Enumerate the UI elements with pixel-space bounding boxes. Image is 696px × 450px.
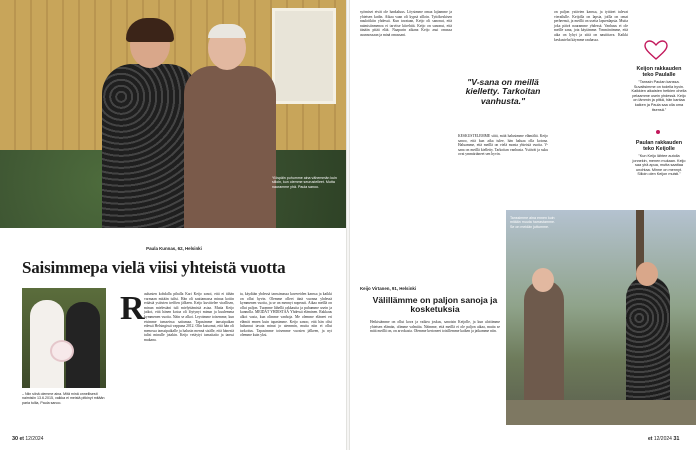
folio-right bbox=[648, 436, 679, 442]
article-column-5: on paljon ystävien kanssa, ja tyttäret tulevat vierailulle. Keijolla on lapsia, joilla on omat perheensä, ja meillä on useita lapsenlapsia. Mutta joka päivä nauramme yhdessä. Vanhuus ei ole meille sana, jota käytämme. Ymmärrämme, että aika on lyhyt ja siitä on nautittava. Kaikki keskustelut käymme rauhassa. bbox=[554, 10, 628, 42]
page-number: 31 bbox=[673, 436, 680, 442]
keijon-heading: Keijon rakkauden teko Paulalle bbox=[636, 66, 682, 78]
dancing-couple-photo bbox=[506, 210, 696, 425]
heart-icon bbox=[644, 40, 668, 60]
folio-left bbox=[12, 436, 43, 442]
page-fold bbox=[346, 0, 350, 450]
magazine-name: et bbox=[19, 436, 24, 442]
paulan-text: "Kun Keijo lähtee autolla jonnekin, menen mukaan. Keijo saa yhä apua, mutta saattaa unohtaa. Minne on mennyt. Silloin olen Keijon muisti." bbox=[632, 154, 686, 177]
section-heading: Välillämme on paljon sanoja ja kosketuksia bbox=[372, 295, 498, 315]
pull-quote: "V-sana on meillä kielletty. Tarkoitan vanhusta." bbox=[465, 77, 541, 106]
article-column-6: Hetkistämme on ollut kova ja vaikea joskus, sanoisin Keijolle, ja kun aloitimme yhteisen elämän, olimme valmiita. Näimme, että meillä ei ole paljon aikaa, mutta se mitä meillä on, on arvokasta. Olemme kertoneet toisillemme kaiken ja jatkamme niin. bbox=[370, 320, 500, 334]
byline-keijo: Keijo Virtanen, 91, Helsinki bbox=[360, 286, 417, 291]
right-page bbox=[348, 0, 696, 450]
article-column-2: ta, käydään yhdessä tanssimassa kavereiden kanssa ja kaikki on ollut hyvin. Olemme olleet tänä vuonna yhdessä kymmenen vuotta, ja se on mennyt nopeasti. Aikaa meillä on ollut paljon. Tuomme lähellä rakkautta ja puhumme usein ja kunnolla. MEIDÄT YHDISTÄÄ Yhdessä eläminen. Rakkaus alkoi vasta, kun olimme vanhoja. Me olemme eläneet eri elämät ennen kuin tapasimme. Keijo sanoo, että hän olisi halunnut tavata minut jo aiemmin, mutta niin ei ollut tarkoitus. Tapasimme toisemme vuosien jälkeen, ja nyt olemme kuin yksi. bbox=[240, 292, 332, 338]
couple-hug-photo bbox=[0, 0, 348, 228]
sidebar-divider bbox=[656, 130, 660, 134]
paulan-heading: Paulan rakkauden teko Keijolle bbox=[635, 140, 683, 152]
article-column-1: auhasten kohdalla pihalla Kari Keijo sanoi, että ei tähän varmaan mitään tulisi. Hän oli saattamassa minua kotiin eräästä ystävien treffien jälkeen. Keijo kuvittelee virallisen, minun mielestäni tuli mielyttämistä asiaa. Mutta Keijo jatkoi, että hänen kotoa oli löytynyt minun ja kuulemma kymmenen vuotta. Näin se alkoi. Leyoimme toisemme, kun etsimme tansseissa sattumaa. Tapasimme tanssipaikan edessä Helsingissä vappuna 2012. Olin katsonut, että hän oli menossa tanssipaikalle ja halusin mennä sisälle, että hänestä tulisi minulle jotakin. Keijo vetäytyi tanssitaito ja tanssi mukana. bbox=[144, 292, 234, 342]
photo-caption: Ylöspäin puhumme aina vähemmän kuin silloin, kun olemme seurustelleet. Mutta nauramme yhä. Paula sanoo. bbox=[272, 176, 337, 189]
magazine-name: et bbox=[648, 436, 653, 442]
byline: Paula Kunnas, 62, Helsinki bbox=[146, 246, 202, 251]
wedding-caption: – Niin siinä olemme aina. Mitä minä onnellisesti naimisiin 13.6.2015, valkka ei meistä pitkinyt mitään paria tullia, Paula sanoo. bbox=[22, 392, 105, 405]
drop-cap: R bbox=[120, 290, 145, 327]
headline: Saisimmepa vielä viisi yhteistä vuotta bbox=[22, 258, 286, 277]
page-number: 30 bbox=[12, 436, 19, 442]
wedding-photo bbox=[22, 288, 106, 388]
keijon-text: "Tanssin Paulan kanssa. Suvaitsimme on todella hyvin. Kaikkien aikaisten hetkien ohella pelaamme usein yhdessä. Keijo on lämmin ja pitkä, hän kantaa kaiken ja Paula saa olla oma itsensä." bbox=[631, 80, 687, 112]
dancing-photo-caption: Tanssimme aina ennen kuin mitään muuta harrastamme. Se on meidän juttumme. bbox=[510, 216, 555, 229]
issue-number: 12/2024 bbox=[25, 436, 44, 442]
article-column-3: syömiset eivät ole hankaluus. Löysimme omaa lajiamme ja yhteisen kodin. Aikaa vaan oli kypsä silloin. Tyttökeskisen nauloitkiin yhdessä. Kun tavataan, Keijo oli sanonut, että naimisiinmenoa ei tarvitse kiirehtiä. Keijo on sanonut, että tänään pitää elää. Naapurin aikana Keijo asui omassa asunnossaan ja minä omassani. bbox=[360, 10, 452, 37]
paulan-sidebar bbox=[631, 140, 687, 177]
article-column-4: KESKUSTELEMME siitä, mitä halusimme elämältä. Keijo sanoo, että kun aika tulee, hän haluaa olla kotona. Haluamme, että meillä on vielä monta yhteistä vuotta. V-sana on meillä kielletty. Tarkoitan vanhusta. Ystävät ja suku ovat ymmärtäneet sen hyvin. bbox=[458, 134, 548, 157]
man-figure bbox=[178, 26, 278, 228]
keijon-sidebar bbox=[631, 66, 687, 112]
issue-number: 12/2024 bbox=[653, 436, 672, 442]
